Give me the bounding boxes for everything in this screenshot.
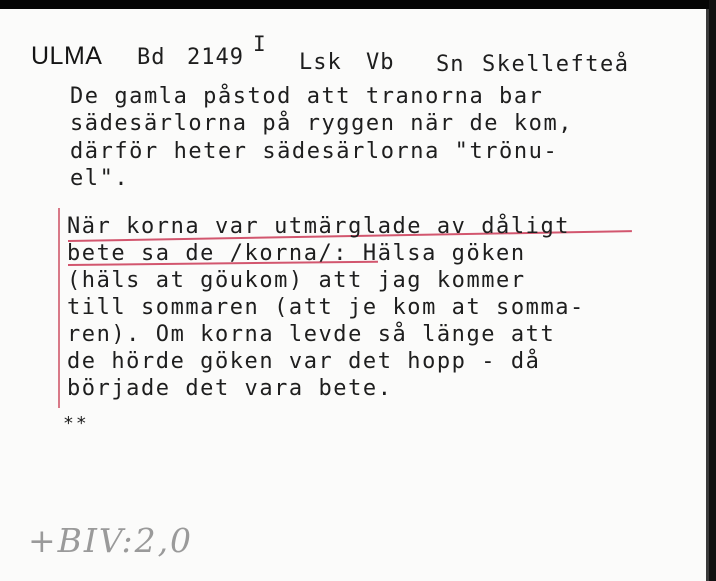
parish-name: Skellefteå [482, 52, 630, 77]
scan-edge-right [709, 0, 716, 581]
text-line: de hörde göken var det hopp - då [67, 349, 541, 374]
province-code: Vb [366, 50, 395, 75]
text-line: började det vara bete. [67, 376, 393, 401]
pencil-annotation [28, 512, 228, 572]
scan-edge-top [0, 0, 716, 9]
text-line: (häls at göukom) att jag kommer [67, 268, 526, 293]
archive-code: ULMA [31, 42, 103, 70]
parish-prefix: Sn [436, 52, 465, 77]
text-line: sädesärlorna på ryggen när de kom, [70, 111, 574, 136]
text-line: När korna var utmärglade av dåligt [67, 214, 571, 239]
collector-code: Lsk [299, 50, 342, 75]
record-number: 2149 [187, 45, 244, 70]
text-line: ren). Om korna levde så länge att [67, 322, 556, 347]
card-header [31, 32, 691, 80]
volume-label: Bd [137, 45, 166, 70]
text-line: till sommaren (att je kom at somma- [67, 295, 585, 320]
text-line: De gamla påstod att tranorna bar [70, 84, 544, 109]
text-line: el". [70, 166, 130, 191]
text-line: därför heter sädesärlorna "trönu- [70, 139, 559, 164]
text-line: bete sa de /korna/: Hälsa göken [67, 241, 526, 266]
scan-edge-shadow [706, 9, 709, 581]
pencil-annotation-text: +BIV:2,0 [28, 521, 194, 560]
record-superscript: I [253, 32, 266, 56]
end-stars: ** [63, 413, 89, 434]
margin-mark [58, 208, 60, 408]
